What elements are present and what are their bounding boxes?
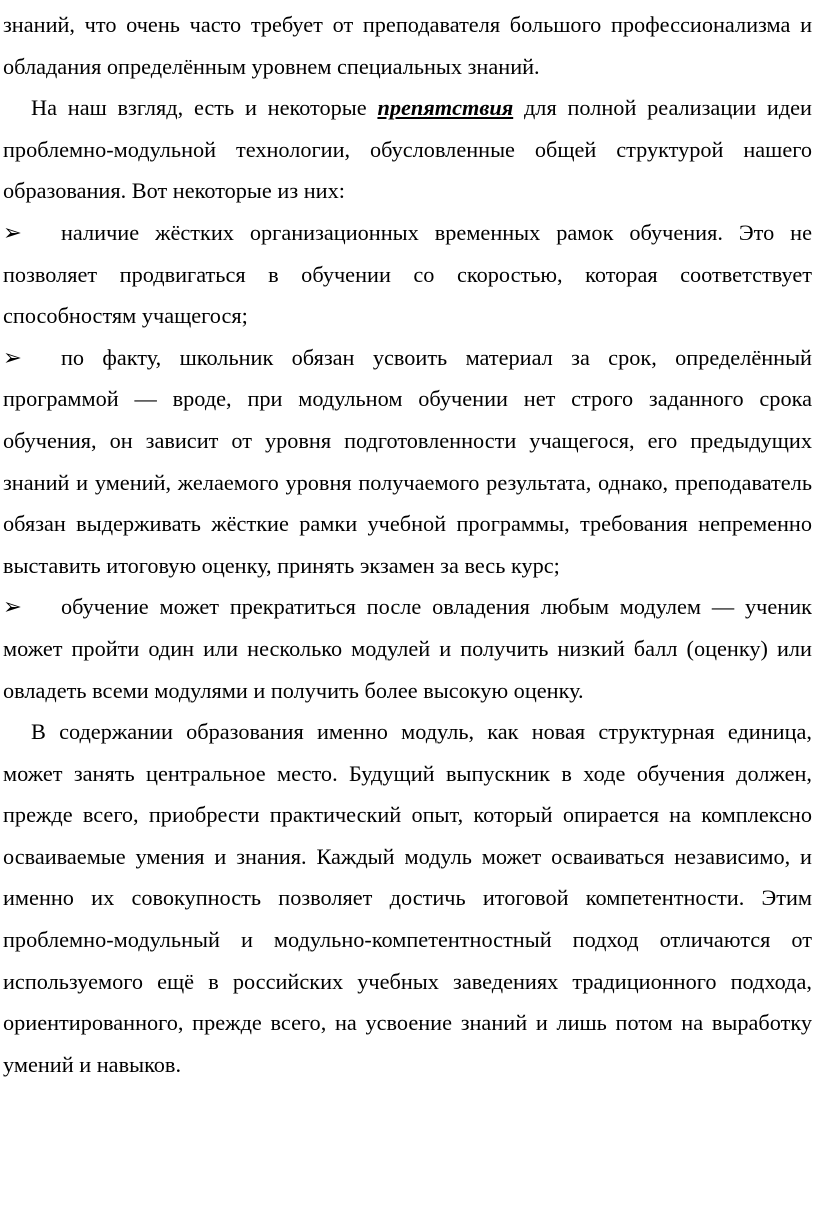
list-item xyxy=(3,586,812,711)
paragraph-obstacles-tail: для полной реализации идеи проблемно-модульной технологии, обусловленные общей структурой нашего образования. Вот некоторые из них: xyxy=(3,95,812,204)
list-item-text: обучение может прекратиться после овладения любым модулем — ученик может пройти один или несколько модулей и получить низкий балл (оценку) или овладеть всеми модулями и получить более высокую оценку. xyxy=(3,594,812,703)
paragraph-intro-continuation: знаний, что очень часто требует от преподавателя большого профессионализма и обладания определённым уровнем специальных знаний. xyxy=(3,12,812,79)
arrow-bullet-icon: ➢ xyxy=(3,344,22,370)
paragraph-obstacles-lead: На наш взгляд, есть и некоторые xyxy=(31,95,378,121)
list-item xyxy=(3,337,812,587)
paragraph-obstacles xyxy=(3,87,812,212)
arrow-bullet-icon: ➢ xyxy=(3,219,22,245)
list-item-text: по факту, школьник обязан усвоить материал за срок, определённый программой — вроде, при модульном обучении нет строго заданного срока обучения, он зависит от уровня подготовленности учащегося, его предыдущих знаний и умений, желаемого уровня получаемого результата, однако, преподаватель обязан выдерживать жёсткие рамки учебной программы, требования непременно выставить итоговую оценку, принять экзамен за весь курс; xyxy=(3,344,812,578)
list-item-text: наличие жёстких организационных временных рамок обучения. Это не позволяет продвигаться в обучении со скоростью, которая соответствует способностям учащегося; xyxy=(3,219,812,329)
paragraph-module-content: В содержании образования именно модуль, как новая структурная единица, может занять центральное место. Будущий выпускник в ходе обучения должен, прежде всего, приобрести практический опыт, который опирается на комплексно осваиваемые умения и знания. Каждый модуль может осваиваться независимо, и именно их совокупность позволяет достичь итоговой компетентности. Этим проблемно-модульный и модульно-компетентностный подход отличаются от используемого ещё в российских учебных заведениях традиционного подхода, ориентированного, прежде всего, на усвоение знаний и лишь потом на выработку умений и навыков. xyxy=(3,719,812,1077)
emphasized-term: препятствия xyxy=(377,95,514,121)
arrow-bullet-icon: ➢ xyxy=(3,594,22,620)
list-item xyxy=(3,212,812,337)
